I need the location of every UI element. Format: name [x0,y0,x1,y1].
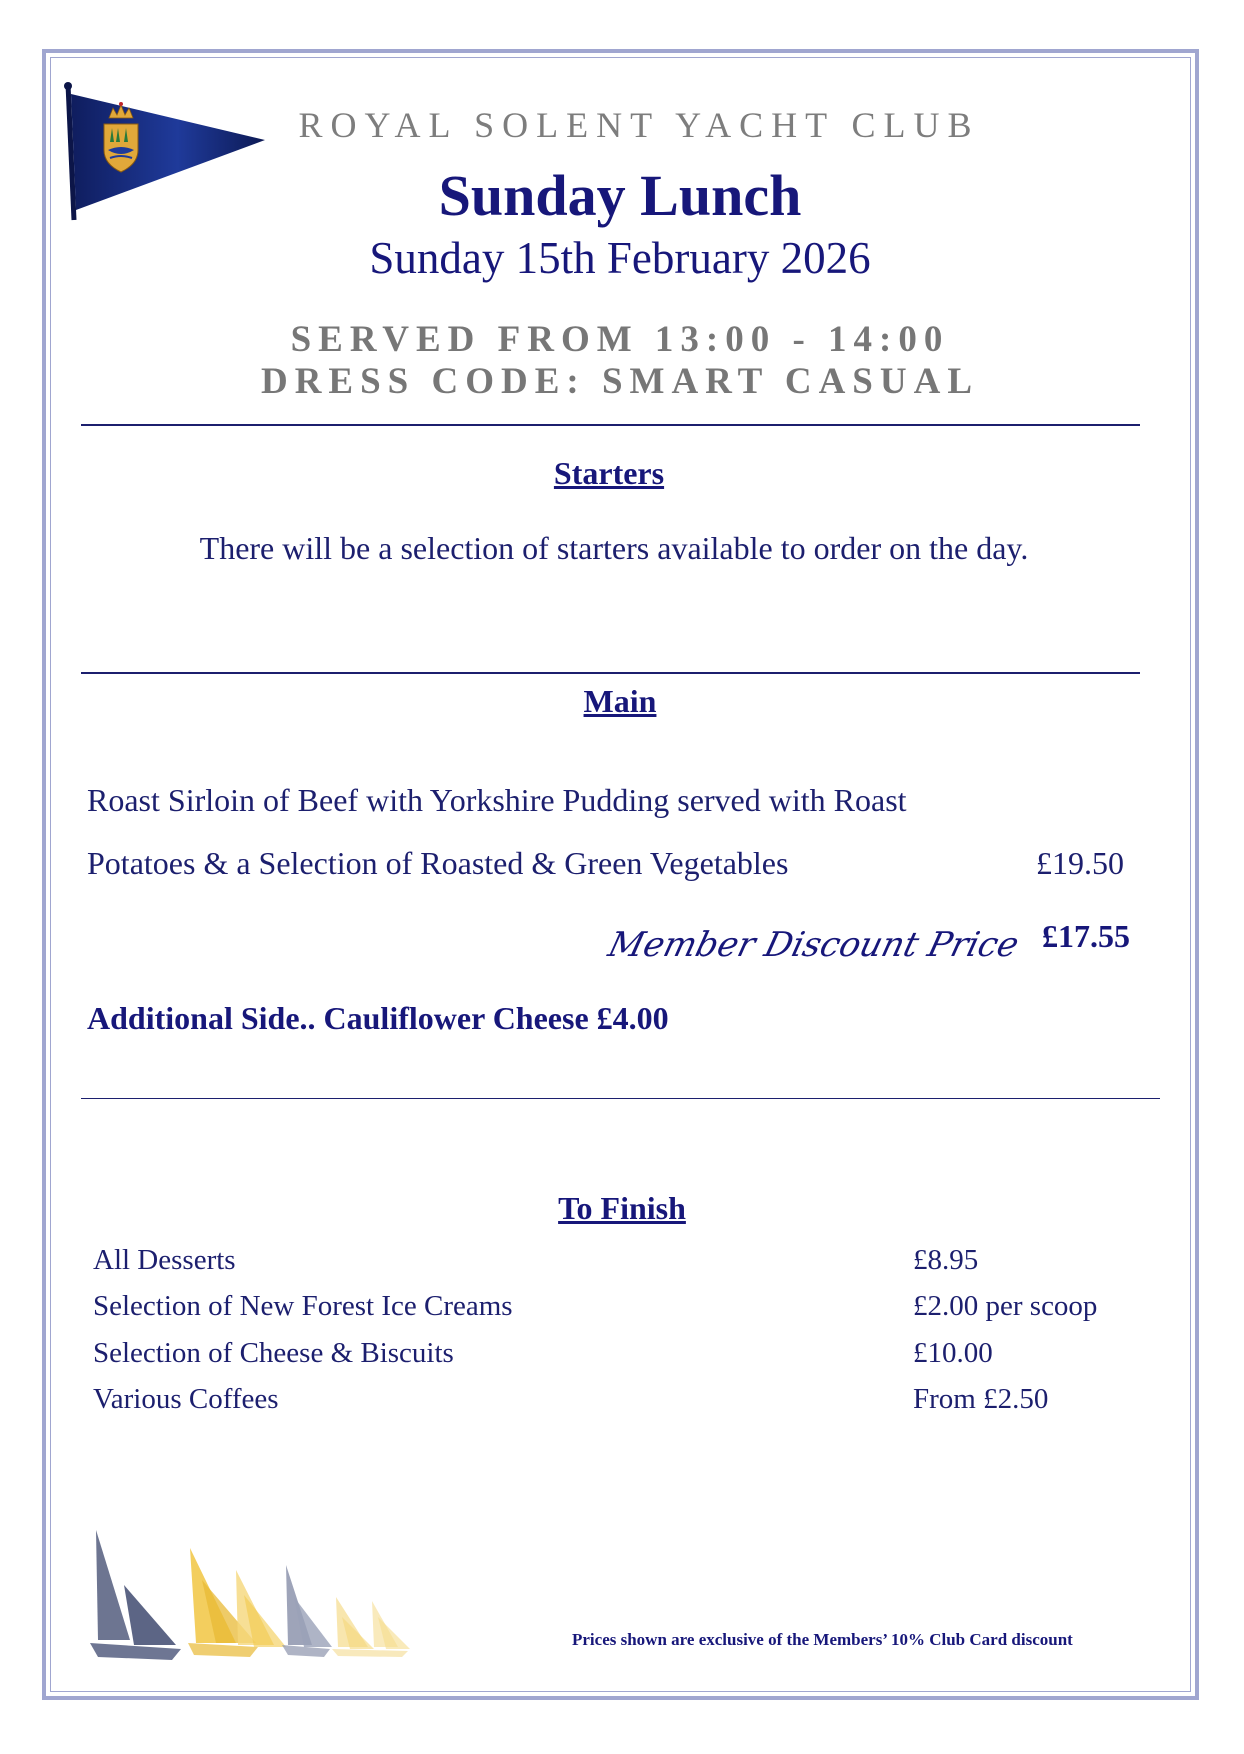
main-price: £19.50 [1036,845,1124,881]
page-title: Sunday Lunch [438,163,802,228]
item-price: £8.95 [913,1244,979,1276]
list-item [93,1244,1133,1284]
member-discount-label: Member Discount Price [604,925,1023,965]
item-name: Various Coffees [93,1383,279,1415]
starters-text: There will be a selection of starters available to order on the day. [199,530,1029,566]
member-discount-script [604,910,1023,982]
finish-heading: To Finish [558,1190,686,1226]
divider [81,672,1140,674]
item-price: £2.00 per scoop [913,1290,1098,1322]
main-description-line1: Roast Sirloin of Beef with Yorkshire Pudding served with Roast [87,782,907,818]
list-item [93,1383,1133,1423]
serving-times: SERVED FROM 13:00 - 14:00 [290,319,950,360]
member-price: £17.55 [1042,918,1130,954]
list-item [93,1337,1133,1377]
starters-heading: Starters [553,455,665,491]
item-price: £10.00 [913,1337,993,1369]
list-item [93,1290,1133,1330]
dress-code: DRESS CODE: SMART CASUAL [260,361,980,402]
club-name: ROYAL SOLENT YACHT CLUB [298,105,980,145]
main-heading: Main [583,683,657,719]
footer-note: Prices shown are exclusive of the Members’ 10% Club Card discount [572,1630,1073,1649]
divider [81,424,1140,426]
divider [81,1098,1160,1099]
event-date: Sunday 15th February 2026 [369,233,871,283]
additional-side: Additional Side.. Cauliflower Cheese £4.00 [87,1000,669,1036]
sailing-boats-illustration [86,1525,456,1670]
main-description-line2: Potatoes & a Selection of Roasted & Green Vegetables [87,845,789,881]
item-name: All Desserts [93,1244,236,1276]
item-name: Selection of Cheese & Biscuits [93,1337,454,1369]
item-name: Selection of New Forest Ice Creams [93,1290,513,1322]
item-price: From £2.50 [913,1383,1049,1415]
